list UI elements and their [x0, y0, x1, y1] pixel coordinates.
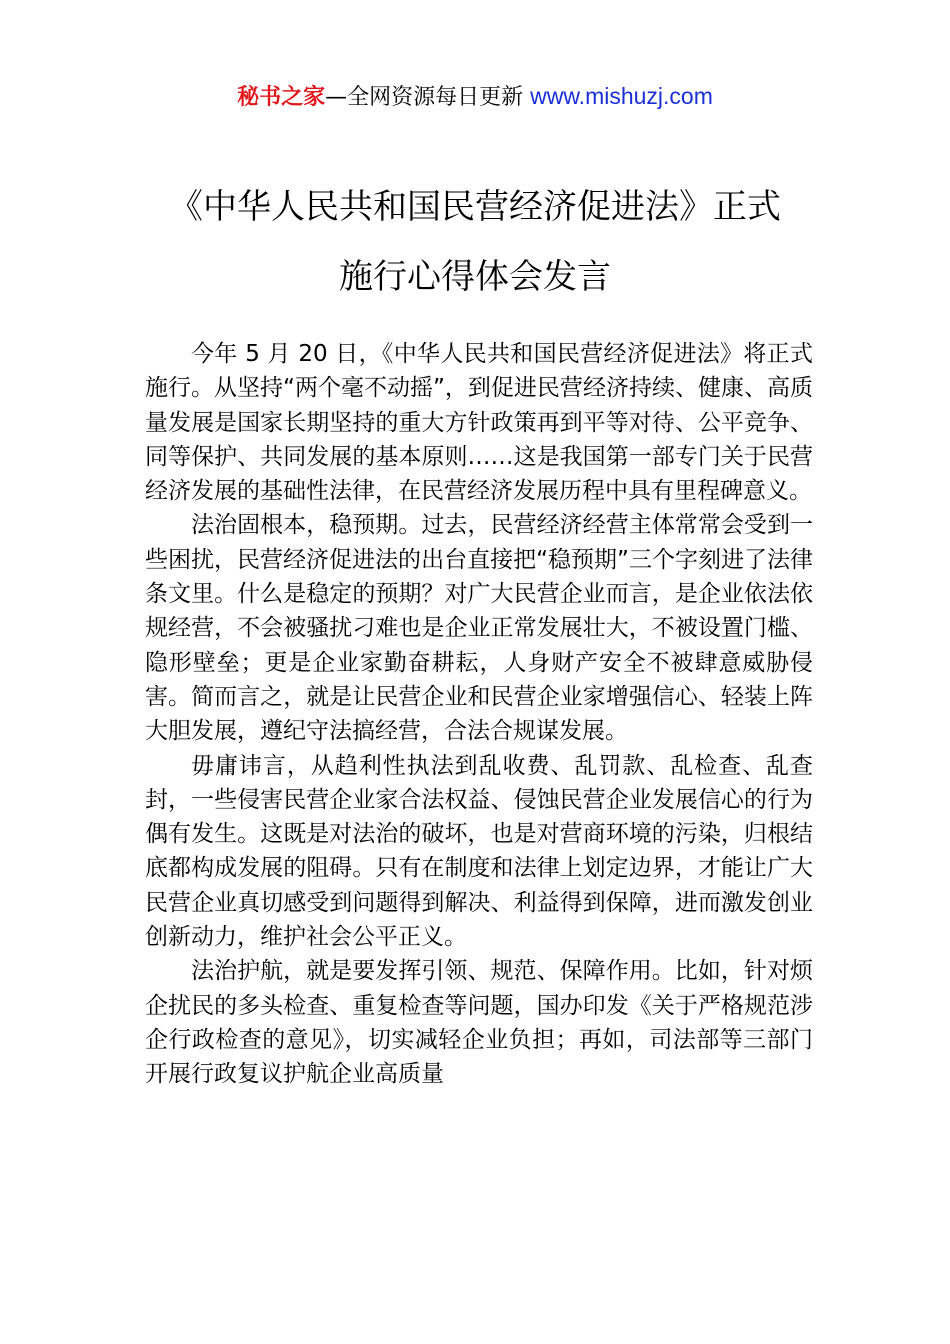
document-title-line-2: 施行心得体会发言: [339, 257, 611, 297]
document-title: [120, 172, 830, 312]
site-header: [0, 80, 950, 114]
header-tagline: —全网资源每日更新: [325, 85, 531, 110]
document-title-line-1: 《中华人民共和国民营经济促进法》正式: [169, 187, 781, 227]
body-paragraph-4: 法治护航，就是要发挥引领、规范、保障作用。比如，针对烦企扰民的多头检查、重复检查等问题，国办印发《关于严格规范涉企行政检查的意见》，切实减轻企业负担；再如，司法部等三部门开展行政复议护航企业高质量: [145, 958, 813, 1088]
site-url-link[interactable]: www.mishuzj.com: [530, 83, 713, 109]
brand-name: 秘书之家: [237, 85, 326, 110]
body-paragraph-1: 今年 5 月 20 日，《中华人民共和国民营经济促进法》将正式施行。从坚持“两个毫不动摇”，到促进民营经济持续、健康、高质量发展是国家长期坚持的重大方针政策再到平等对待、公平竞争、同等保护、共同发展的基本原则……这是我国第一部专门关于民营经济发展的基础性法律，在民营经济发展历程中具有里程碑意义。: [145, 341, 813, 505]
document-body: [145, 337, 813, 1092]
body-paragraph-2: 法治固根本，稳预期。过去，民营经济经营主体常常会受到一些困扰，民营经济促进法的出台直接把“稳预期”三个字刻进了法律条文里。什么是稳定的预期？对广大民营企业而言，是企业依法依规经营，不会被骚扰刁难也是企业正常发展壮大，不被设置门槛、隐形壁垒；更是企业家勤奋耕耘，人身财产安全不被肆意威胁侵害。简而言之，就是让民营企业和民营企业家增强信心、轻装上阵大胆发展，遵纪守法搞经营，合法合规谋发展。: [145, 512, 813, 745]
body-paragraph-3: 毋庸讳言，从趋利性执法到乱收费、乱罚款、乱检查、乱查封，一些侵害民营企业家合法权益、侵蚀民营企业发展信心的行为偶有发生。这既是对法治的破坏，也是对营商环境的污染，归根结底都构成发展的阻碍。只有在制度和法律上划定边界，才能让广大民营企业真切感受到问题得到解决、利益得到保障，进而激发创业创新动力，维护社会公平正义。: [145, 752, 813, 951]
